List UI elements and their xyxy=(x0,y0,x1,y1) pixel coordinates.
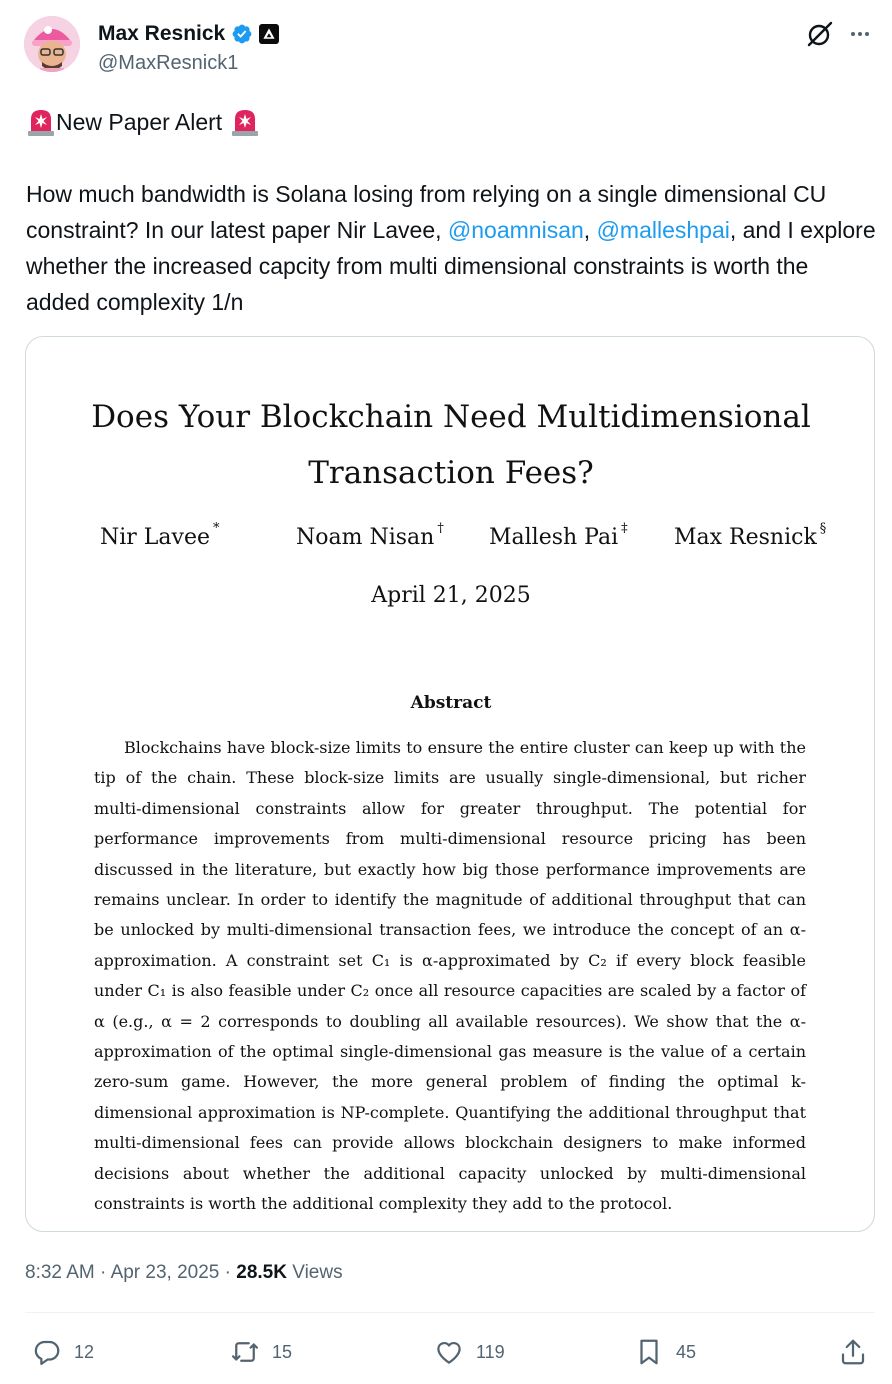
bookmark-icon xyxy=(634,1337,664,1367)
alert-text: New Paper Alert xyxy=(56,109,223,135)
views-label: Views xyxy=(286,1262,343,1283)
tweet-body xyxy=(26,176,878,320)
meta-separator: · xyxy=(219,1262,237,1283)
views-count[interactable]: 28.5K xyxy=(236,1262,287,1283)
display-name[interactable]: Max Resnick xyxy=(98,22,226,45)
meta-separator: · xyxy=(94,1262,111,1283)
affiliation-badge-icon[interactable] xyxy=(259,24,279,44)
bookmark-button[interactable] xyxy=(634,1330,696,1374)
name-row xyxy=(98,22,279,46)
like-button[interactable] xyxy=(434,1330,505,1374)
siren-emoji-icon xyxy=(26,107,56,137)
heart-icon xyxy=(434,1337,464,1367)
siren-emoji-icon xyxy=(230,107,260,137)
paper-author: Noam Nisan † xyxy=(296,521,444,550)
action-bar xyxy=(0,1330,892,1374)
verified-badge-icon[interactable] xyxy=(231,23,253,45)
paper-title-line: Does Your Blockchain Need Multidimensional xyxy=(91,399,811,435)
abstract-text: Blockchains have block-size limits to ensure the entire cluster can keep up with the tip of the chain. These block-size limits are usually single-dimensional, but richer multi-dimensional constraints allow for greater throughput. The potential for performance improvements from multi-dimensional resource pricing has been discussed in the literature, but exactly how big those performance improvements are remains unclear. In order to identify the magnitude of additional throughput that can be unlocked by multi-dimensional transaction fees, we introduce the concept of an α-approximation. A constraint set C₁ is α-approximated by C₂ if every block feasible under C₁ is also feasible under C₂ once all resource capacities are scaled by a factor of α (e.g., α = 2 corresponds to doubling all available resources). We show that the α-approximation of the optimal single-dimensional gas measure is the value of a certain zero-sum game. However, the more general problem of finding the optimal k-dimensional approximation is NP-complete. Quantifying the additional throughput that multi-dimensional fees can provide allows blockchain designers to make informed decisions about whether the additional capacity unlocked by multi-dimensional constraints is worth the additional complexity they add to the protocol. xyxy=(94,738,806,1214)
tweet-text xyxy=(26,104,878,320)
grok-icon[interactable] xyxy=(806,20,834,48)
like-count: 119 xyxy=(476,1341,505,1362)
paper-author: Nir Lavee * xyxy=(100,521,220,550)
tweet-body-text: , xyxy=(583,217,597,243)
tweet-body-text: How much bandwidth is Solana losing from relying on a single dimensional CU constraint? In our latest paper Nir Lavee, xyxy=(26,181,827,243)
paper-title-line: Transaction Fees? xyxy=(308,455,594,491)
repost-button[interactable] xyxy=(230,1330,292,1374)
more-options-icon[interactable] xyxy=(846,22,874,46)
share-button[interactable] xyxy=(838,1330,868,1374)
abstract-heading: Abstract xyxy=(410,693,492,713)
paper-page xyxy=(26,337,875,1232)
tweet-header xyxy=(0,0,892,100)
repost-count: 15 xyxy=(272,1341,293,1362)
alert-line xyxy=(26,104,878,140)
tweet-date[interactable]: Apr 23, 2025 xyxy=(110,1262,220,1283)
media-image[interactable] xyxy=(25,336,875,1232)
repost-icon xyxy=(230,1337,260,1367)
paper-date: April 21, 2025 xyxy=(371,583,531,608)
avatar-cartoon-icon xyxy=(24,16,80,72)
share-icon xyxy=(838,1337,868,1367)
bookmark-count: 45 xyxy=(676,1341,697,1362)
user-handle[interactable]: @MaxResnick1 xyxy=(98,52,239,74)
mention-noamnisan[interactable]: @noamnisan xyxy=(447,217,584,243)
avatar[interactable] xyxy=(24,16,80,72)
reply-icon xyxy=(32,1337,62,1367)
mention-malleshpai[interactable]: @malleshpai xyxy=(596,217,730,243)
tweet-time[interactable]: 8:32 AM xyxy=(25,1262,95,1283)
tweet-meta xyxy=(25,1262,343,1284)
paper-author: Mallesh Pai ‡ xyxy=(489,521,628,550)
tweet-body-text: , and I explore whether the increased capcity from multi dimensional constraints is worth the added complexity 1/n xyxy=(26,217,876,315)
paper-author: Max Resnick § xyxy=(674,521,827,550)
divider xyxy=(25,1312,875,1313)
reply-count: 12 xyxy=(74,1341,95,1362)
paper-title xyxy=(26,389,875,501)
paper-authors xyxy=(100,521,827,565)
reply-button[interactable] xyxy=(32,1330,94,1374)
